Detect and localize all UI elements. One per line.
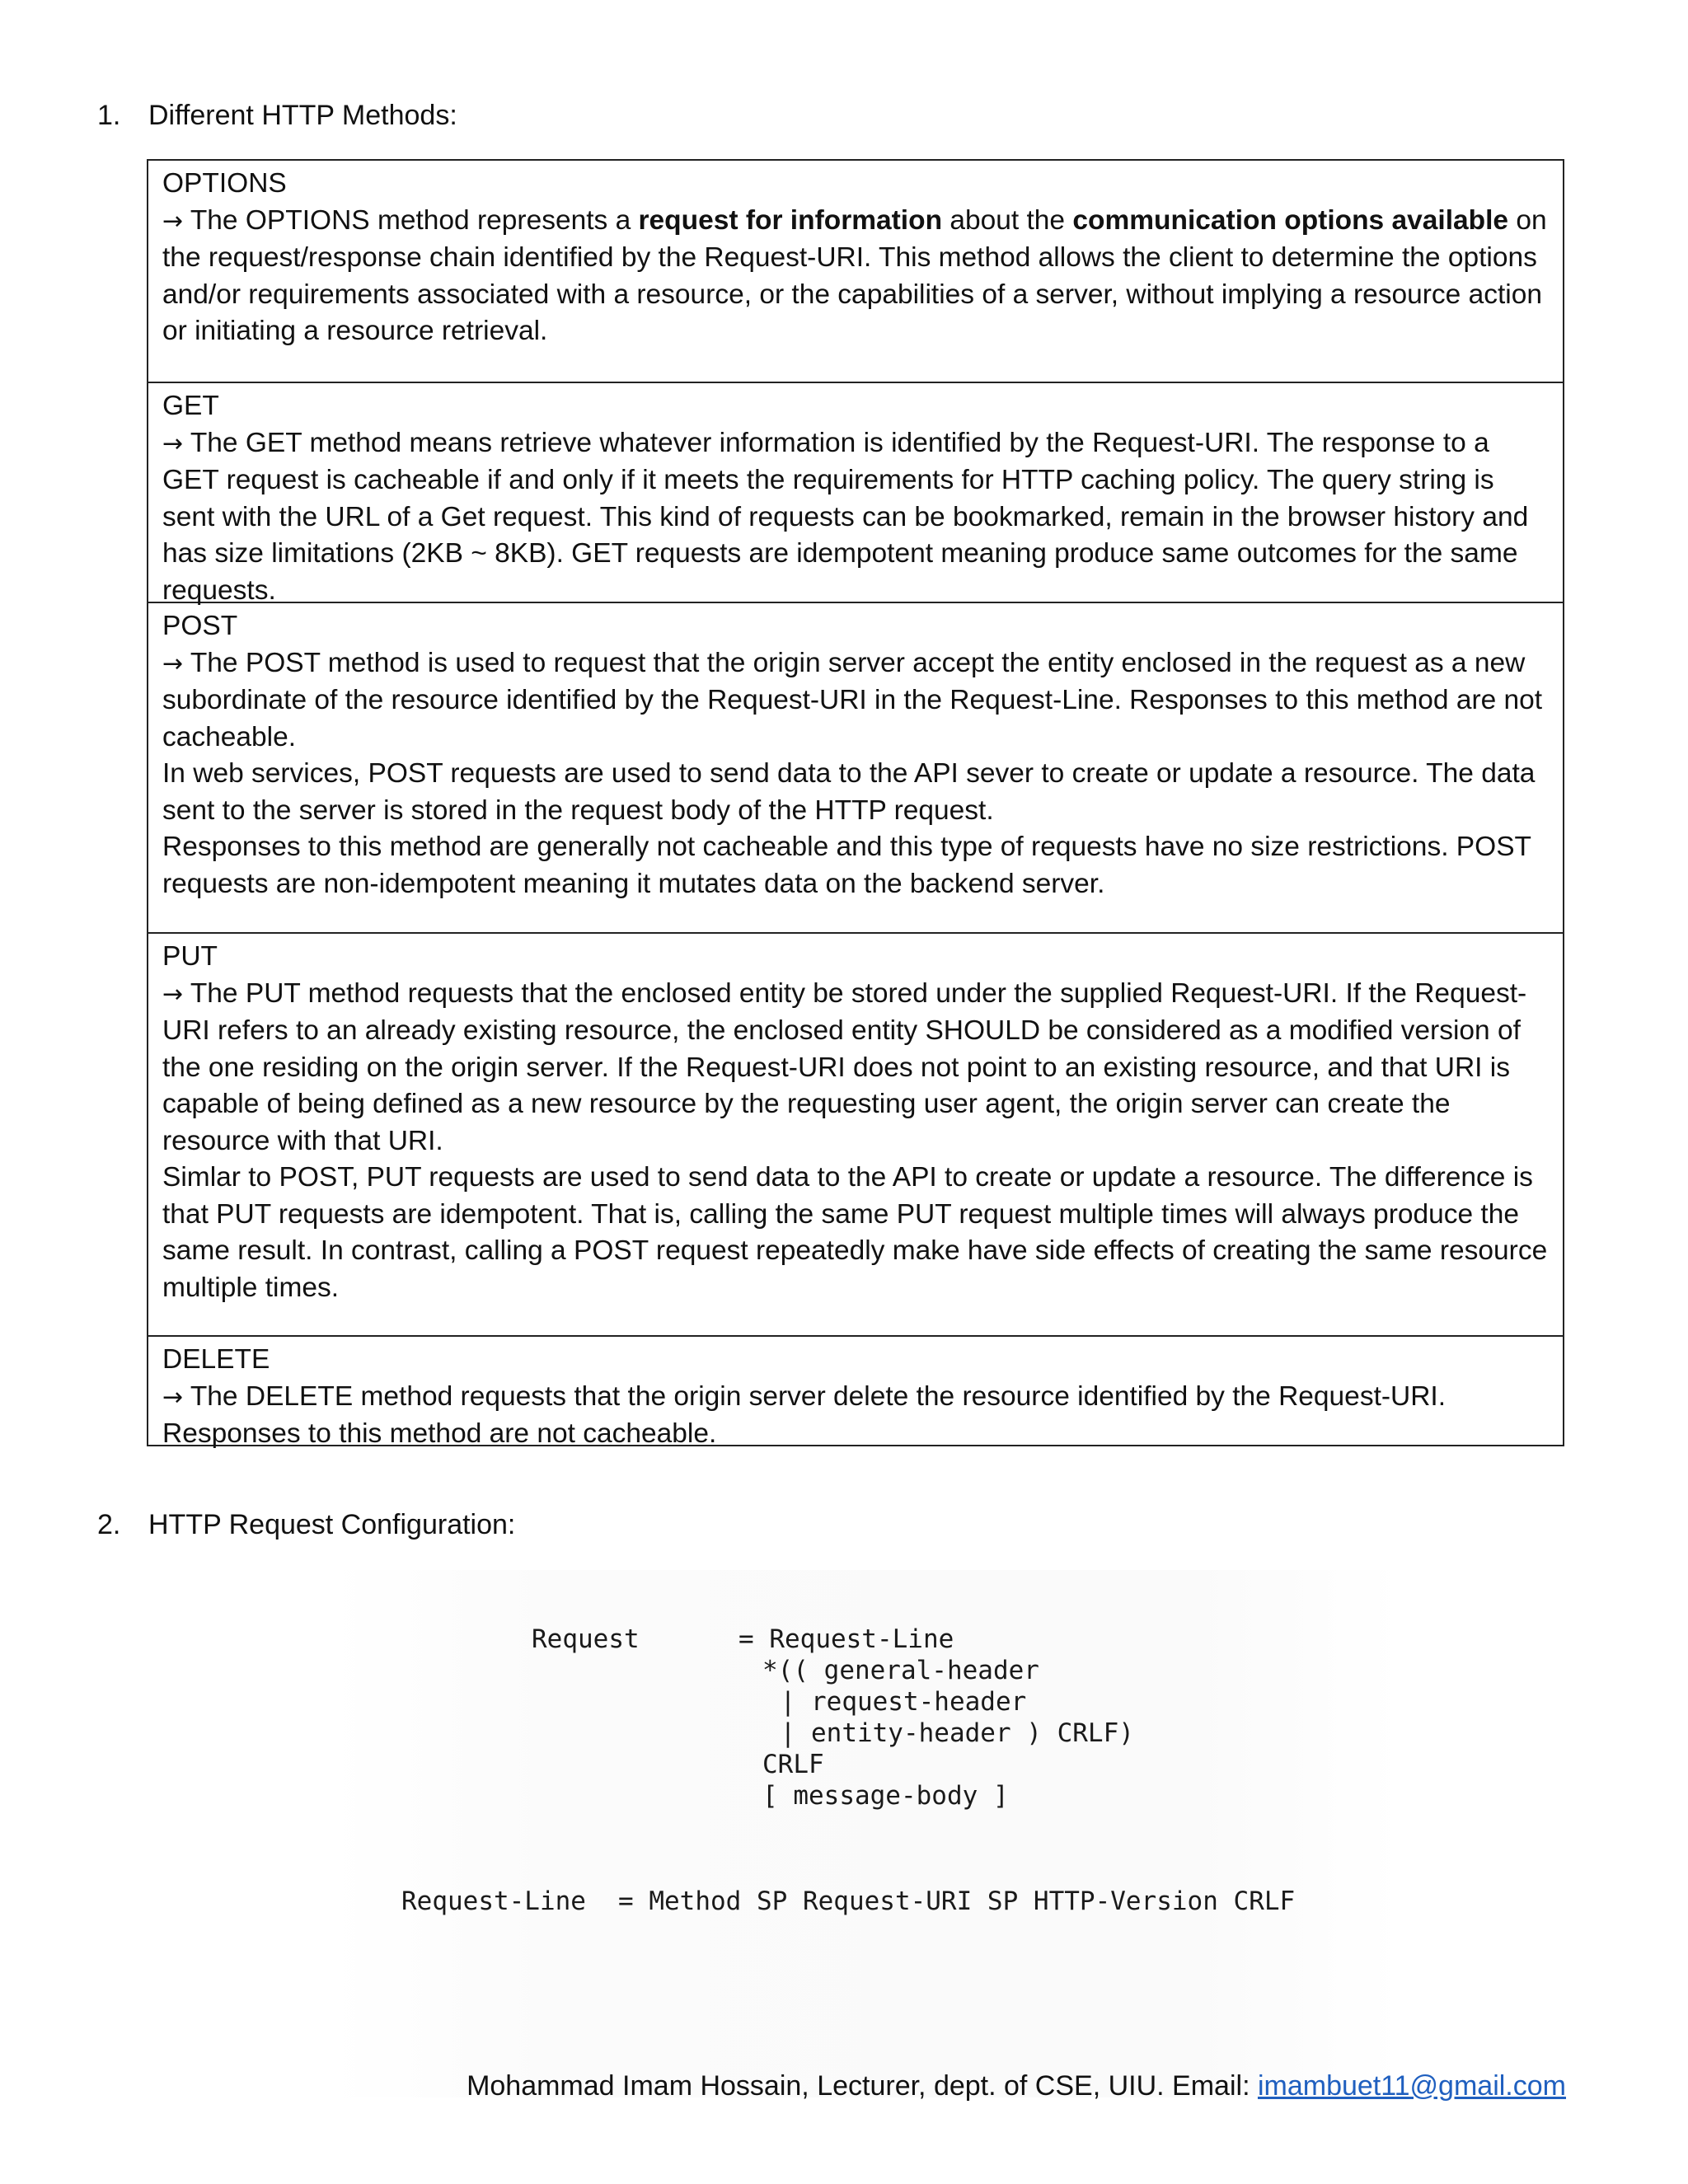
- description-text: The POST method is used to request that the origin server accept the entity enclosed in the request as a new subordinate of the resource identified by the Request-URI in the Request-Line. Responses to this method are not cacheable.: [162, 647, 1543, 752]
- arrow-right-icon: →: [162, 979, 184, 1009]
- method-cell-put: [148, 932, 1563, 1335]
- page-footer: [467, 2068, 1566, 2104]
- method-cell-post: [148, 602, 1563, 932]
- grammar-request-rule-line: CRLF: [762, 1750, 824, 1779]
- arrow-right-icon: →: [162, 206, 184, 236]
- method-name: DELETE: [162, 1344, 270, 1375]
- description-text: The PUT method requests that the enclosed entity be stored under the supplied Request-URI. If the Request-URI refers to an already existing resource, the enclosed entity SHOULD be considered as a modified version of the one residing on the origin server. If the Request-URI does not point to an existing resource, and that URI is capable of being defined as a new resource by the requesting user agent, the origin server can create the resource with that URI.: [162, 977, 1527, 1156]
- method-description: [162, 203, 1550, 350]
- http-methods-table: [147, 159, 1564, 1449]
- section-heading-http-methods: [97, 97, 457, 134]
- description-text: The GET method means retrieve whatever information is identified by the Request-URI. The response to a GET request is cacheable if and only if it meets the requirements for HTTP caching policy. The query string is sent with the URL of a Get request. This kind of requests can be bookmarked, remain in the browser history and has size limitations (2KB ~ 8KB). GET requests are idempotent meaning produce same outcomes for the same requests.: [162, 427, 1529, 606]
- method-description: [162, 645, 1550, 757]
- section-title: HTTP Request Configuration:: [148, 1509, 516, 1540]
- footer-author-text: Mohammad Imam Hossain, Lecturer, dept. of CSE, UIU. Email:: [467, 2070, 1258, 2102]
- grammar-request-rule-line: [ message-body ]: [762, 1781, 1009, 1811]
- section-heading-request-configuration: [97, 1507, 515, 1543]
- request-grammar-figure: [330, 1570, 1401, 2097]
- method-name: POST: [162, 611, 238, 641]
- method-description: [162, 425, 1550, 610]
- grammar-request-rule-line: *(( general-header: [762, 1656, 1039, 1685]
- section-title: Different HTTP Methods:: [148, 100, 457, 131]
- method-description: [162, 756, 1550, 829]
- description-text: about the: [942, 204, 1073, 236]
- method-name: GET: [162, 391, 219, 421]
- grammar-request-line-label: Request-Line: [401, 1886, 586, 1916]
- grammar-request-line-rule: = Method SP Request-URI SP HTTP-Version CRLF: [618, 1886, 1296, 1916]
- method-cell-options: [148, 161, 1563, 382]
- description-text: on the request/response chain identified by the Request-URI. This method allows the client to determine the options and/or requirements associated with a resource, or the capabilities of a server, without implying a resource action or initiating a resource retrieval.: [162, 204, 1547, 346]
- section-number: 1.: [97, 100, 121, 131]
- description-text: The DELETE method requests that the origin server delete the resource identified by the Request-URI. Responses to this method are not cacheable.: [162, 1380, 1447, 1449]
- method-description: [162, 1160, 1550, 1306]
- arrow-right-icon: →: [162, 1382, 184, 1412]
- method-name: OPTIONS: [162, 168, 287, 199]
- method-cell-get: [148, 382, 1563, 606]
- footer-email-link[interactable]: imambuet11@gmail.com: [1257, 2070, 1566, 2102]
- description-text: In web services, POST requests are used to send data to the API sever to create or update a resource. The data sent to the server is stored in the request body of the HTTP request.: [162, 758, 1536, 826]
- grammar-request-rule-line: | entity-header ) CRLF): [765, 1718, 1134, 1748]
- grammar-request-rule-line: | request-header: [765, 1687, 1027, 1717]
- section-number: 2.: [97, 1509, 121, 1540]
- method-description: [162, 829, 1550, 902]
- emphasis-text: request for information: [638, 204, 943, 236]
- arrow-right-icon: →: [162, 649, 184, 678]
- emphasis-text: communication options available: [1072, 204, 1509, 236]
- description-text: The OPTIONS method represents a: [183, 204, 639, 236]
- arrow-right-icon: →: [162, 429, 184, 458]
- method-name: PUT: [162, 941, 218, 972]
- description-text: Responses to this method are generally not cacheable and this type of requests have no size restrictions. POST requests are non-idempotent meaning it mutates data on the backend server.: [162, 832, 1531, 899]
- method-description: [162, 976, 1550, 1160]
- grammar-request-rule-line: = Request-Line: [738, 1624, 954, 1654]
- grammar-request-label: Request: [532, 1624, 640, 1654]
- description-text: Simlar to POST, PUT requests are used to send data to the API to create or update a resource. The difference is that PUT requests are idempotent. That is, calling the same PUT request multiple times will always produce the same result. In contrast, calling a POST request repeatedly make have side effects of creating the same resource multiple times.: [162, 1162, 1548, 1303]
- method-description: [162, 1379, 1550, 1453]
- method-cell-delete: [148, 1335, 1563, 1449]
